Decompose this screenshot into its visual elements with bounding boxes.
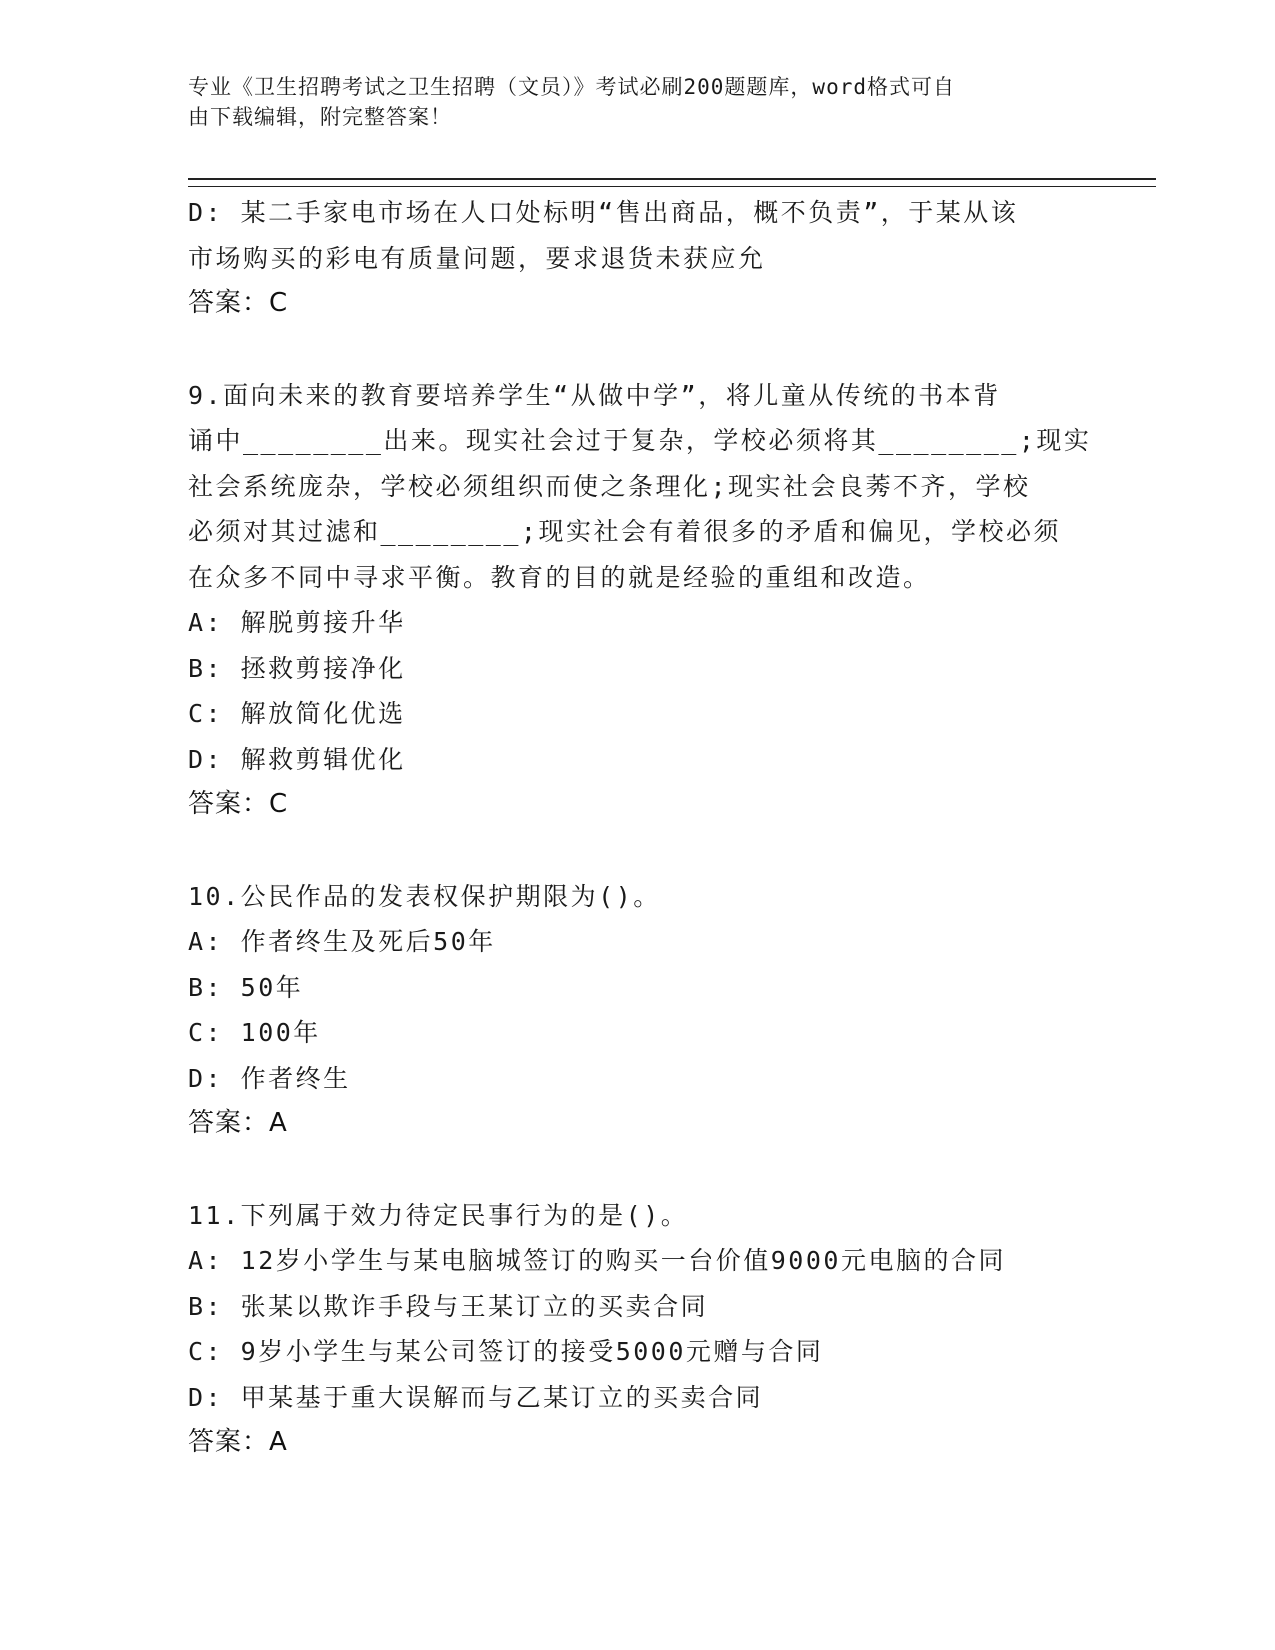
spacer: [188, 828, 1088, 874]
q10-option-c: C: 100年: [188, 1018, 321, 1047]
q9-option-a: A: 解脱剪接升华: [188, 608, 406, 637]
q10-stem: 10.公民作品的发表权保护期限为()。: [188, 881, 661, 911]
question-11-block: [188, 1193, 1088, 1466]
q9-option-b: B: 拯救剪接净化: [188, 653, 406, 683]
prev-question-block: [188, 190, 1088, 327]
prev-answer: 答案：C: [188, 288, 289, 318]
prev-option-d-line-1: D: 某二手家电市场在人口处标明“售出商品，概不负责”，于某从该: [188, 198, 1019, 227]
document-body: [188, 190, 1092, 1466]
q9-stem-line-3: 社会系统庞杂，学校必须组织而使之条理化;现实社会良莠不齐，学校: [188, 471, 1031, 501]
q10-answer: 答案：A: [188, 1108, 288, 1138]
q9-stem-line-2: 诵中________出来。现实社会过于复杂，学校必须将其________;现实: [188, 426, 1092, 455]
q9-stem-line-4: 必须对其过滤和________;现实社会有着很多的矛盾和偏见，学校必须: [188, 517, 1061, 546]
q11-stem: 11.下列属于效力待定民事行为的是()。: [188, 1200, 689, 1230]
q11-option-d: D: 甲某基于重大误解而与乙某订立的买卖合同: [188, 1382, 764, 1412]
q10-option-a: A: 作者终生及死后50年: [188, 927, 496, 956]
q11-option-c: C: 9岁小学生与某公司签订的接受5000元赠与合同: [188, 1337, 824, 1366]
question-10-block: [188, 874, 1088, 1147]
spacer: [188, 1147, 1088, 1193]
q9-option-d: D: 解救剪辑优化: [188, 744, 406, 774]
header-line-1: 专业《卫生招聘考试之卫生招聘（文员）》考试必刷200题题库，word格式可自: [188, 75, 955, 99]
q11-option-a: A: 12岁小学生与某电脑城签订的购买一台价值9000元电脑的合同: [188, 1246, 1006, 1275]
question-9-block: [188, 373, 1092, 828]
spacer: [188, 327, 1088, 373]
q11-option-b: B: 张某以欺诈手段与王某订立的买卖合同: [188, 1291, 709, 1321]
q9-stem-line-5: 在众多不同中寻求平衡。教育的目的就是经验的重组和改造。: [188, 562, 931, 592]
prev-option-d-line-2: 市场购买的彩电有质量问题，要求退货未获应允: [188, 243, 766, 273]
header-line-2: 由下载编辑，附完整答案！: [188, 105, 452, 129]
q10-option-b: B: 50年: [188, 972, 304, 1002]
q9-stem-line-1: 9.面向未来的教育要培养学生“从做中学”，将儿童从传统的书本背: [188, 380, 1001, 410]
q9-option-c: C: 解放简化优选: [188, 699, 406, 728]
q11-answer: 答案：A: [188, 1427, 288, 1457]
q10-option-d: D: 作者终生: [188, 1063, 351, 1093]
header-divider: [188, 178, 1156, 187]
document-header: [188, 72, 1068, 132]
q9-answer: 答案：C: [188, 789, 289, 819]
